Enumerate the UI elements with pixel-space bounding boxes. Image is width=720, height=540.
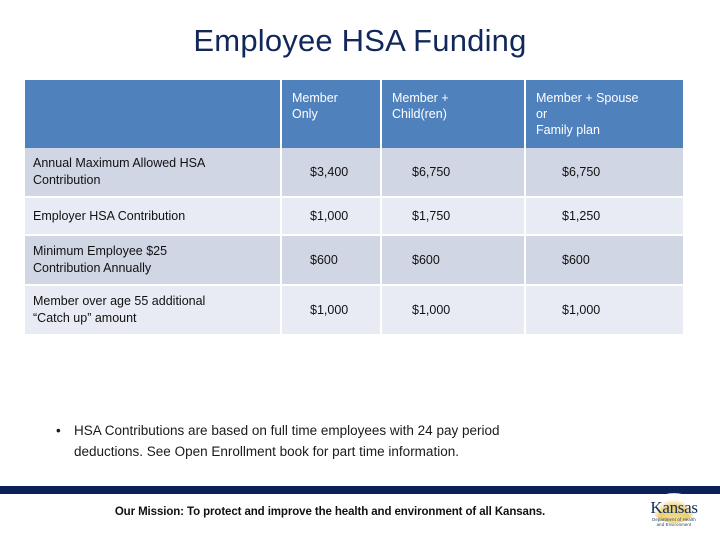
cell-member-spouse-family: $1,000 <box>525 285 683 334</box>
cell-member-only: $1,000 <box>281 285 381 334</box>
table-row <box>25 148 683 197</box>
cell-member-only: $600 <box>281 235 381 285</box>
row-label-line: Minimum Employee $25 <box>33 244 168 258</box>
column-header-blank <box>25 80 281 148</box>
bullet-list <box>52 420 652 462</box>
cell-member-spouse-family: $600 <box>525 235 683 285</box>
row-label-line: Member over age 55 additional <box>33 294 206 308</box>
bullet-marker-icon: • <box>56 423 61 438</box>
column-header-line: or <box>536 107 548 121</box>
bullet-text-line: HSA Contributions are based on full time employees with 24 pay period <box>74 423 500 438</box>
column-header-line: Member + Spouse <box>536 91 639 105</box>
row-label-line: Contribution <box>33 173 101 187</box>
row-label <box>25 285 281 334</box>
row-label-line: Contribution Annually <box>33 261 152 275</box>
row-label-line: Annual Maximum Allowed HSA <box>33 156 206 170</box>
column-header-line: Member + <box>392 91 449 105</box>
bullet-text-line: deductions. See Open Enrollment book for part time information. <box>74 444 459 459</box>
cell-member-spouse-family: $6,750 <box>525 148 683 197</box>
footer-divider-bar <box>0 486 720 494</box>
table-header-row <box>25 80 683 148</box>
logo-wordmark: Kansas <box>650 498 698 517</box>
column-header-member-only <box>281 80 381 148</box>
list-item-continuation <box>52 441 652 462</box>
cell-member-only: $1,000 <box>281 197 381 235</box>
cell-member-spouse-family: $1,250 <box>525 197 683 235</box>
page-title: Employee HSA Funding <box>193 23 527 58</box>
column-header-member-spouse-family <box>525 80 683 148</box>
column-header-line: Only <box>292 107 318 121</box>
cell-member-child: $600 <box>381 235 525 285</box>
row-label <box>25 148 281 197</box>
column-header-member-child <box>381 80 525 148</box>
column-header-line: Member <box>292 91 338 105</box>
column-header-line: Family plan <box>536 123 600 137</box>
row-label-line: Employer HSA Contribution <box>33 208 186 223</box>
logo-subtitle-line2: and Environment <box>656 522 692 527</box>
list-item <box>52 420 652 441</box>
row-label <box>25 235 281 285</box>
row-label-line: “Catch up” amount <box>33 311 137 325</box>
table-row <box>25 197 683 235</box>
hsa-funding-table <box>25 80 683 334</box>
kansas-kdhe-logo <box>638 492 710 534</box>
row-label <box>25 197 281 235</box>
cell-member-child: $1,750 <box>381 197 525 235</box>
cell-member-child: $6,750 <box>381 148 525 197</box>
table-row <box>25 235 683 285</box>
table-row <box>25 285 683 334</box>
cell-member-only: $3,400 <box>281 148 381 197</box>
cell-member-child: $1,000 <box>381 285 525 334</box>
column-header-line: Child(ren) <box>392 107 447 121</box>
logo-subtitle-line1: Department of Health <box>652 517 696 522</box>
footer-mission-statement: Our Mission: To protect and improve the health and environment of all Kansans. <box>114 506 546 518</box>
